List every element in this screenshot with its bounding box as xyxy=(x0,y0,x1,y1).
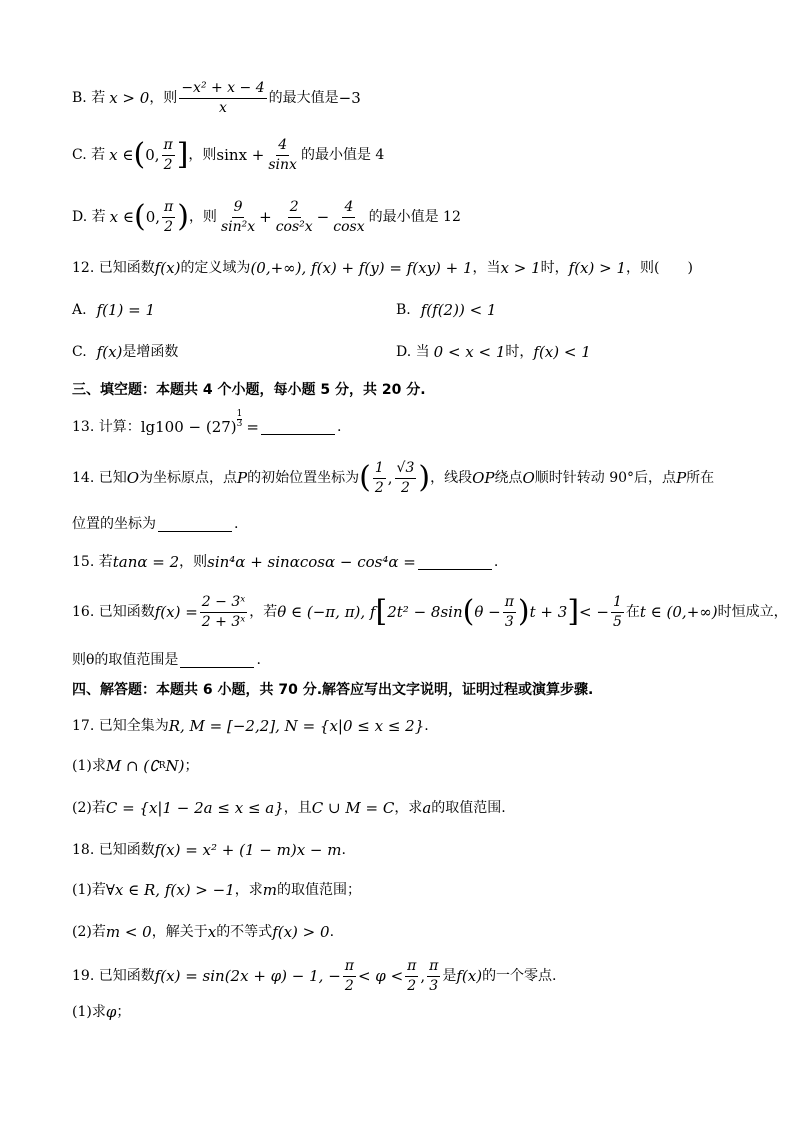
expression: lg100 − (27) xyxy=(140,418,237,436)
function: f(x) = xyxy=(154,603,198,621)
denominator: 5 xyxy=(612,613,622,630)
inequality: f(x) > 0 xyxy=(272,923,330,941)
text: 时， xyxy=(505,344,534,360)
numerator: 4 xyxy=(342,199,355,218)
fraction xyxy=(405,958,418,995)
fraction xyxy=(343,958,356,995)
text: . xyxy=(341,842,346,858)
text: ，则( ) xyxy=(626,260,693,276)
denominator: 2 xyxy=(164,218,174,235)
denominator: 3 xyxy=(504,613,514,630)
q19 xyxy=(72,956,557,996)
denominator: 2 + 3ˣ xyxy=(201,613,246,630)
inner-expression: 2t² − 8sin xyxy=(387,603,463,621)
text: 的初始位置坐标为 xyxy=(247,470,360,486)
text: . xyxy=(329,924,335,940)
text: 位置的坐标为 xyxy=(72,516,156,532)
condition: C ∪ M = C xyxy=(311,799,395,817)
part-label: (2)若 xyxy=(72,800,106,816)
inequality: < − xyxy=(579,603,609,621)
equals: = xyxy=(246,418,259,436)
option-expr: f(x) < 1 xyxy=(533,343,591,361)
text: 的定义域为 xyxy=(180,260,251,276)
fraction xyxy=(427,958,440,995)
text: . xyxy=(256,652,261,668)
question-number: 17. 已知全集为 xyxy=(72,718,169,734)
text: ，则 xyxy=(188,209,217,225)
point-p: P xyxy=(237,469,248,487)
text: ，线段 xyxy=(430,470,473,486)
paren-open: ( xyxy=(133,199,146,234)
paren-close: ) xyxy=(517,594,530,629)
denominator: 2 xyxy=(407,977,417,994)
q16-line2 xyxy=(72,650,261,670)
result: f(x) > 1 xyxy=(568,259,627,277)
question-number: 13. 计算： xyxy=(72,419,141,435)
text: . xyxy=(424,718,429,734)
question-number: 15. 若 xyxy=(72,554,113,570)
q17-part2 xyxy=(72,798,506,818)
paren-close: ) xyxy=(418,460,431,495)
text: 的取值范围. xyxy=(431,800,506,816)
text: 时， xyxy=(540,260,569,276)
text: . xyxy=(234,516,239,532)
numerator: 1 xyxy=(373,460,386,479)
segment: OP xyxy=(472,469,495,487)
interval-lower: 0, xyxy=(145,208,161,226)
text: 的一个零点. xyxy=(482,968,557,984)
fraction xyxy=(219,199,257,236)
numerator: π xyxy=(162,137,175,156)
answer-blank[interactable] xyxy=(261,420,335,435)
numerator: π xyxy=(405,958,418,977)
point-o: O xyxy=(522,469,535,487)
point-p: P xyxy=(676,469,687,487)
fraction xyxy=(331,199,366,236)
comma: , xyxy=(387,469,393,487)
variable: a xyxy=(422,799,432,817)
option-label: D. 当 xyxy=(396,344,430,360)
plus: + xyxy=(259,208,272,226)
fraction xyxy=(200,594,247,631)
condition: θ ∈ (−π, π), f xyxy=(277,603,376,621)
fraction xyxy=(503,594,516,631)
q14-line2 xyxy=(72,514,238,534)
function: f(x) = sin(2x + φ) − 1, − xyxy=(154,967,341,985)
fraction xyxy=(611,594,624,631)
function: f(x) = x² + (1 − m)x − m xyxy=(154,841,342,859)
answer-blank[interactable] xyxy=(180,653,254,668)
paren-open: ( xyxy=(359,460,371,495)
fraction xyxy=(266,137,299,174)
t-condition: t ∈ (0,+∞) xyxy=(639,603,718,621)
sets: R, M = [−2,2], N = {x|0 ≤ x ≤ 2} xyxy=(168,717,425,735)
text: . xyxy=(493,554,499,570)
denominator: sin²x xyxy=(220,218,256,235)
text: 的最大值是 xyxy=(268,90,339,106)
option-label: C. 若 xyxy=(72,147,106,163)
paren-open: ( xyxy=(462,594,475,629)
minus: − xyxy=(316,208,330,226)
text: 是 xyxy=(442,968,457,984)
section-heading-fill-blank: 三、填空题：本题共 4 个小题，每小题 5 分，共 20 分. xyxy=(72,382,426,398)
condition: m < 0 xyxy=(105,923,152,941)
text: ； xyxy=(184,758,199,774)
text: ，则 xyxy=(179,554,208,570)
text: 所在 xyxy=(686,470,715,486)
option-label: A. xyxy=(72,302,87,318)
part-label: (1)若 xyxy=(72,882,106,898)
text: 的不等式 xyxy=(216,924,273,940)
q17-part1 xyxy=(72,756,198,776)
numerator: −x² + x − 4 xyxy=(179,80,266,99)
numerator: π xyxy=(427,958,440,977)
function: f(x) xyxy=(154,259,181,277)
text: 绕点 xyxy=(494,470,523,486)
q18-part1 xyxy=(72,880,361,900)
q18 xyxy=(72,840,346,860)
condition: x ∈ xyxy=(109,208,134,226)
option-label: C. xyxy=(72,344,87,360)
condition: x ∈ xyxy=(109,146,134,164)
text: 是增函数 xyxy=(122,344,179,360)
numerator: π xyxy=(343,958,356,977)
condition: ∀x ∈ R, f(x) > −1 xyxy=(105,881,235,899)
bracket-close: ] xyxy=(567,594,580,629)
question-number: 18. 已知函数 xyxy=(72,842,155,858)
exponent-numerator: 1 xyxy=(236,408,243,419)
question-number: 12. 已知函数 xyxy=(72,260,155,276)
q11-option-b xyxy=(72,80,361,116)
question-number: 19. 已知函数 xyxy=(72,968,155,984)
option-label: B. xyxy=(396,302,411,318)
subscript: R xyxy=(158,761,166,771)
answer-blank[interactable] xyxy=(418,555,492,570)
comma: , xyxy=(420,967,426,985)
function-ref: f(x) xyxy=(456,967,483,985)
condition: 0 < x < 1 xyxy=(433,343,506,361)
denominator: 2 xyxy=(344,977,354,994)
variable: m xyxy=(262,881,277,899)
text: . xyxy=(336,419,342,435)
q12-option-d xyxy=(396,342,591,362)
section-heading-solutions: 四、解答题：本题共 6 小题，共 70 分.解答应写出文字说明，证明过程或演算步骤. xyxy=(72,682,594,698)
expression: sinx + xyxy=(216,146,265,164)
inequality: < φ < xyxy=(357,967,404,985)
text: ，解关于 xyxy=(151,924,208,940)
text: 的取值范围； xyxy=(277,882,361,898)
text: ，则 xyxy=(149,90,178,106)
inner-expression: θ − xyxy=(474,603,501,621)
numerator: √3 xyxy=(395,460,417,479)
q12-stem xyxy=(72,258,693,278)
exponent xyxy=(237,410,243,429)
expression: N) xyxy=(165,757,185,775)
part-label: (1)求 xyxy=(72,758,106,774)
fraction xyxy=(373,460,386,497)
option-expr: f(1) = 1 xyxy=(96,301,156,319)
text: 的最小值是 12 xyxy=(368,209,461,225)
expression: M ∩ (∁ xyxy=(105,757,159,775)
text: 在 xyxy=(625,604,640,620)
bracket-close: ] xyxy=(176,137,189,172)
numerator: 2 − 3ˣ xyxy=(200,594,247,613)
variable: x xyxy=(207,923,217,941)
text: ； xyxy=(116,1004,131,1020)
numerator: 1 xyxy=(611,594,624,613)
q12-option-c xyxy=(72,342,178,362)
point-o: O xyxy=(126,469,140,487)
q18-part2 xyxy=(72,922,334,942)
bracket-open: [ xyxy=(375,594,388,629)
domain: (0,+∞), f(x) + f(y) = f(xy) + 1 xyxy=(250,259,473,277)
q15 xyxy=(72,552,498,572)
question-number: 14. 已知 xyxy=(72,470,127,486)
value: −3 xyxy=(338,89,361,107)
paren-open: ( xyxy=(133,137,146,172)
variable: φ xyxy=(105,1003,117,1021)
denominator: cosx xyxy=(333,218,365,235)
inner-expression: t + 3 xyxy=(529,603,568,621)
question-number: 16. 已知函数 xyxy=(72,604,155,620)
text: ，当 xyxy=(472,260,501,276)
numerator: 4 xyxy=(276,137,289,156)
answer-blank[interactable] xyxy=(158,517,232,532)
fraction xyxy=(162,137,175,174)
fraction xyxy=(179,80,266,117)
condition: tanα = 2 xyxy=(112,553,180,571)
denominator: 2 xyxy=(374,479,384,496)
denominator: 3 xyxy=(429,977,439,994)
text: ，且 xyxy=(283,800,312,816)
denominator: x xyxy=(219,99,227,116)
q12-option-b xyxy=(396,300,496,320)
text: 的最小值是 4 xyxy=(300,147,385,163)
text: ，若 xyxy=(249,604,278,620)
option-expr: f(x) xyxy=(96,343,123,361)
exponent-denominator: 3 xyxy=(236,418,243,429)
q13 xyxy=(72,408,342,442)
text: ，求 xyxy=(394,800,423,816)
text: 则θ的取值范围是 xyxy=(72,652,179,668)
text: 顺时针转动 90°后，点 xyxy=(534,470,677,486)
q11-option-c xyxy=(72,136,384,174)
condition: x > 0 xyxy=(109,89,150,107)
paren-close: ) xyxy=(177,199,189,234)
fraction xyxy=(395,460,417,497)
numerator: 2 xyxy=(288,199,301,218)
denominator: cos²x xyxy=(275,218,313,235)
q11-option-d xyxy=(72,198,461,236)
numerator: π xyxy=(162,199,175,218)
fraction xyxy=(274,199,315,236)
q17 xyxy=(72,716,429,736)
denominator: 2 xyxy=(163,156,173,173)
fraction xyxy=(162,199,175,236)
numerator: π xyxy=(503,594,516,613)
option-label: B. 若 xyxy=(72,90,106,106)
q19-part1 xyxy=(72,1002,130,1022)
denominator: 2 xyxy=(401,479,410,496)
option-label: D. 若 xyxy=(72,209,106,225)
expression: sin⁴α + sinαcosα − cos⁴α = xyxy=(207,553,416,571)
text: 为坐标原点，点 xyxy=(139,470,238,486)
q12-option-a xyxy=(72,300,155,320)
set-c: C = {x|1 − 2a ≤ x ≤ a} xyxy=(105,799,284,817)
numerator: 9 xyxy=(232,199,245,218)
text: 时恒成立， xyxy=(717,604,788,620)
part-label: (1)求 xyxy=(72,1004,106,1020)
condition: x > 1 xyxy=(500,259,541,277)
option-expr: f(f(2)) < 1 xyxy=(420,301,497,319)
q16 xyxy=(72,590,788,634)
part-label: (2)若 xyxy=(72,924,106,940)
q14 xyxy=(72,456,714,500)
text: ，求 xyxy=(234,882,263,898)
text: ，则 xyxy=(188,147,217,163)
interval-lower: 0, xyxy=(145,146,160,164)
denominator: sinx xyxy=(268,156,297,173)
